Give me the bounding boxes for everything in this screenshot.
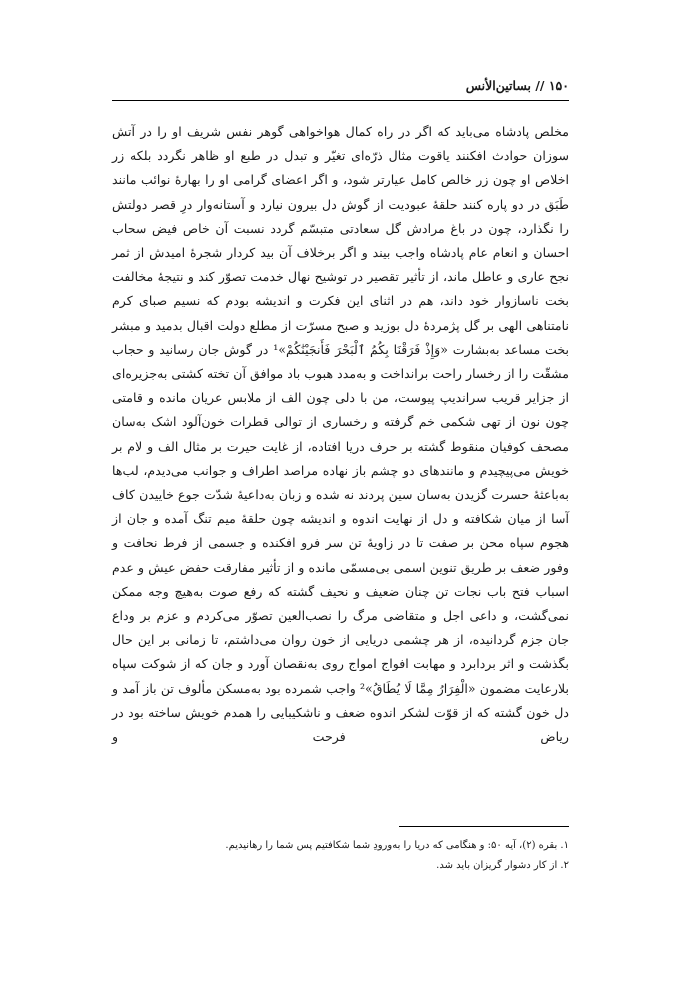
- header-separator: //: [535, 78, 545, 93]
- body-paragraph: مخلص پادشاه می‌باید که اگر در راه کمال هواخواهی گوهر نفس شریف او را در آتش سوزان حوادث افکنند یاقوت مثال ذرّه‌ای تغیّر و تبدل در طبع او ظاهر نگردد بلکه زر اخلاص او چون زر خالص کامل عیارتر شود، و اگر اعضای گرامی او را بهارهٔ نوائب مانند طَبَق در دو پاره کنند حلقهٔ عبودیت از گوش دل بیرون نیارد و آستانه‌وار درِ قصر دولتش را نگذارد، چون در باغ مرادش گل سعادتی متبسّم گردد نسبت آن خاص فیض سحاب احسان و انعام عام پادشاه واجب بیند و اگر برخلاف آن بید کردار شجرهٔ امیدش از ثمر نجح عاری و عاطل ماند، از تأثیر تقصیر در توشیح نهال خدمت تصوّر کند و نتیجهٔ مخالفت بخت ناسازوار خود داند، هم در اثنای این فکرت و اندیشه بودم که نسیم صبای کرم نامتناهی الهی بر گل پژمردهٔ دل بوزید و صبح مسرّت از مطلع دولت اقبال بدمید و مبشر بخت مساعد به‌بشارت «وَإِذْ فَرَقْنَا بِكُمُ ٱلْبَحْرَ فَأَنجَيْنَٰكُمْ»¹ در گوش جان رسانید و حجاب مشقّت را از رخسار راحت برانداخت و به‌مدد هبوب باد موافق آن تخته کشتی به‌جزیره‌ای از جزایر قریب سراندیپ پیوست، من با دلی چون الف از ملابس عریان مانده و قامتی چون نون از تهی شکمی خم گرفته و رخساری از توالی قطرات خون‌آلود اشک به‌سان مصحف کوفیان منقوط گشته بر حرف دریا افتاده، از غایت حیرت بر مثال الف و لام بر خویش می‌پیچیدم و مانندهای دو چشم باز نهاده مراصد اطراف و جوانب می‌دیدم، لب‌ها به‌باعثهٔ حسرت گزیدن به‌سان سین پردند نه شده و زبان به‌داعیهٔ شدّت جوع خاییدن کاف آسا از میان شکافته و دل از نهایت اندوه و اندیشه چون حلقهٔ میم تنگ آمده و جان از هجوم سپاه محن بر صفت تا در زاویهٔ تن سر فرو افکنده و جسمی از فرط نحافت و وفور ضعف بر طریق تنوین اسمی بی‌مسمّی مانده و از تأثیر مفارقت حفض عیش و عدم اسباب فتح باب نجات تن چنان ضعیف و نحیف گشته که رفع صوت به‌هیچ وجه ممکن نمی‌گشت، و داعی اجل و متقاضی مرگ را نصب‌العین تصوّر می‌کردم و عزم بر وداع جان جزم گردانیده، از هر چشمی دریایی از خون روان می‌داشتم، تا زمانی بر این حال بگذشت و اثر بردابرد و مهابت افواج امواج روی به‌نقصان آورد و جان که از شوکت سپاه بلارعایت مضمون «الْفِرَارُ مِمَّا لَا يُطَاقُ»² واجب شمرده بود به‌مسکن مألوف تن باز آمد و دل خون گشته که از قوّت لشکر اندوه ضعف و ناشکیبایی را همدم خویش ساخته بود در ریاض فرحت و: [112, 124, 570, 745]
- footnote-divider: [399, 826, 569, 827]
- book-title: بساتین‌الأنس: [465, 78, 531, 93]
- footnote-2: ۲. از کار دشوار گریزان باید شد.: [436, 860, 569, 871]
- page-number: ۱۵۰: [548, 78, 569, 93]
- main-text: [112, 120, 569, 749]
- footnotes: [112, 836, 569, 876]
- running-header: [112, 78, 569, 101]
- footnote-1: ۱. بقره (۲)، آیه ۵۰: و هنگامی که دریا را به‌ورودِ شما شکافتیم پس شما را رهانیدیم.: [225, 840, 569, 851]
